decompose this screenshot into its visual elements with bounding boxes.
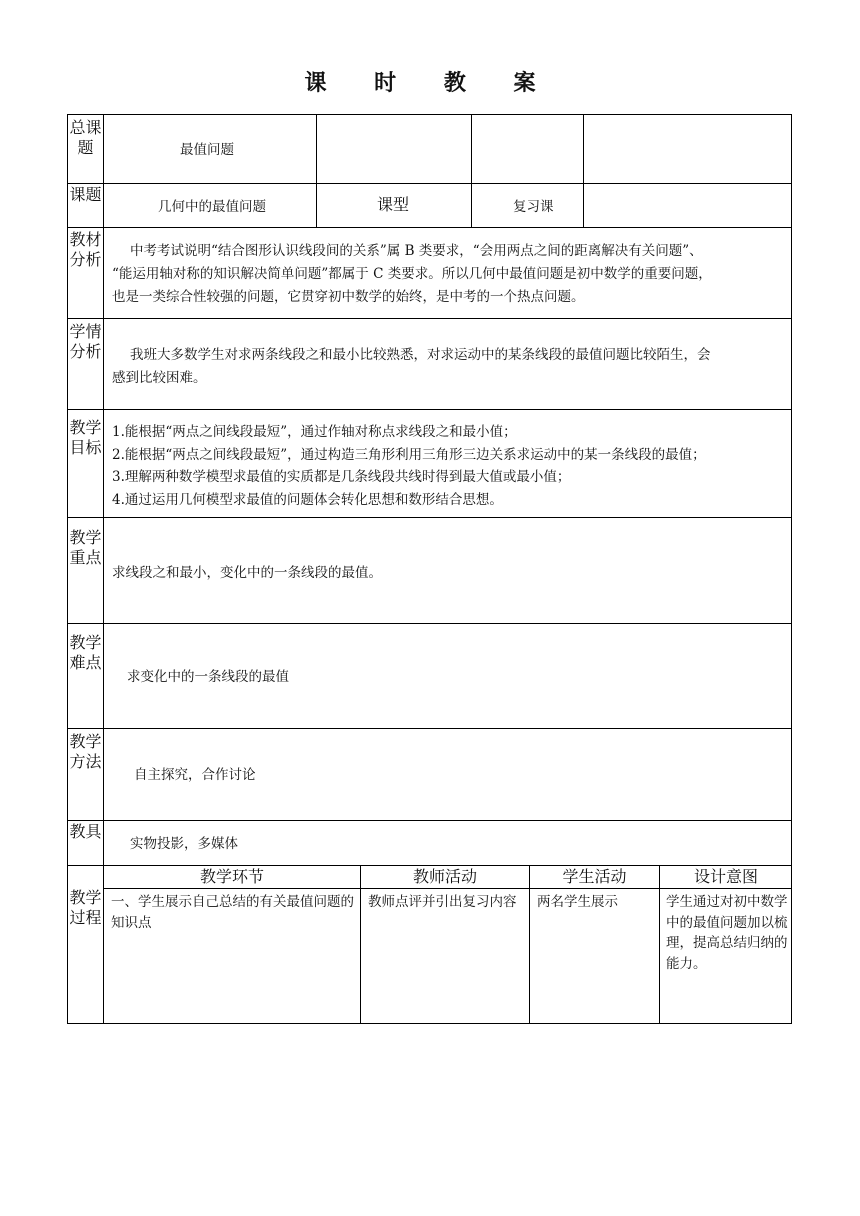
process-header: 教师活动: [412, 867, 477, 886]
jiaocai-line: 也是一类综合性较强的问题，它贯穿初中数学的始终，是中考的一个热点问题。: [112, 289, 585, 305]
row-label-keti: 课题: [69, 185, 102, 204]
page-title: 课 时 教 案: [304, 70, 556, 96]
process-header: 学生活动: [562, 867, 627, 886]
row-divider: [67, 227, 792, 228]
xueqing-line: 感到比较困难。: [112, 370, 207, 386]
process-header: 设计意图: [693, 867, 758, 886]
process-cell: 学生通过对初中数学中的最值问题加以梳理，提高总结归纳的能力。: [666, 894, 788, 972]
column-divider: [316, 114, 317, 227]
row-divider: [67, 517, 792, 518]
row-divider: [67, 728, 792, 729]
zong-keti-value: 最值问题: [180, 142, 234, 158]
mubiao-line: 3.理解两种数学模型求最值的实质都是几条线段共线时得到最大值或最小值；: [112, 469, 571, 485]
row-divider: [104, 888, 792, 889]
row-label-fangfa: 教学方法: [69, 732, 102, 771]
row-label-xueqing: 学情分析: [69, 322, 102, 361]
xueqing-line: 我班大多数学生对求两条线段之和最小比较熟悉，对求运动中的某条线段的最值问题比较陌生，会: [130, 347, 711, 363]
ketype-label: 课型: [377, 195, 410, 214]
column-divider: [360, 865, 361, 1024]
ketype-value: 复习课: [513, 199, 554, 215]
jiaocai-line: 中考考试说明“结合图形认识线段间的关系”属 B 类要求，“会用两点之间的距离解决有关问题”、: [130, 243, 703, 259]
mubiao-line: 2.能根据“两点之间线段最短”，通过构造三角形利用三角形三边关系求运动中的某一条线段的最值；: [112, 447, 706, 463]
row-divider: [67, 623, 792, 624]
mubiao-line: 1.能根据“两点之间线段最短”，通过作轴对称点求线段之和最小值；: [112, 424, 517, 440]
process-cell: 两名学生展示: [537, 894, 618, 910]
keti-value: 几何中的最值问题: [158, 199, 266, 215]
process-cell: 教师点评并引出复习内容: [368, 894, 517, 910]
row-divider: [67, 183, 792, 184]
zhongdian-value: 求线段之和最小，变化中的一条线段的最值。: [112, 565, 382, 581]
jiaoju-value: 实物投影，多媒体: [130, 836, 238, 852]
mubiao-line: 4.通过运用几何模型求最值的问题体会转化思想和数形结合思想。: [112, 492, 503, 508]
column-divider: [583, 114, 584, 227]
row-label-nandian: 教学难点: [69, 633, 102, 672]
row-label-mubiao: 教学目标: [69, 418, 102, 457]
jiaocai-line: “能运用轴对称的知识解决简单问题”都属于 C 类要求。所以几何中最值问题是初中数学的重要问题，: [112, 266, 712, 282]
row-label-zong-keti: 总课题: [69, 118, 102, 157]
row-divider: [67, 865, 792, 866]
nandian-value: 求变化中的一条线段的最值: [127, 669, 289, 685]
row-label-zhongdian: 教学重点: [69, 528, 102, 567]
column-divider: [471, 114, 472, 227]
row-divider: [67, 820, 792, 821]
process-cell: 一、学生展示自己总结的有关最值问题的知识点: [111, 894, 354, 931]
fangfa-value: 自主探究，合作讨论: [134, 767, 256, 783]
process-header: 教学环节: [199, 867, 264, 886]
column-divider: [659, 865, 660, 1024]
column-divider: [529, 865, 530, 1024]
row-label-guocheng: 教学过程: [69, 888, 102, 927]
row-divider: [67, 318, 792, 319]
row-label-jiaocai: 教材分析: [69, 230, 102, 269]
row-label-jiaoju: 教具: [69, 822, 102, 841]
row-divider: [67, 409, 792, 410]
